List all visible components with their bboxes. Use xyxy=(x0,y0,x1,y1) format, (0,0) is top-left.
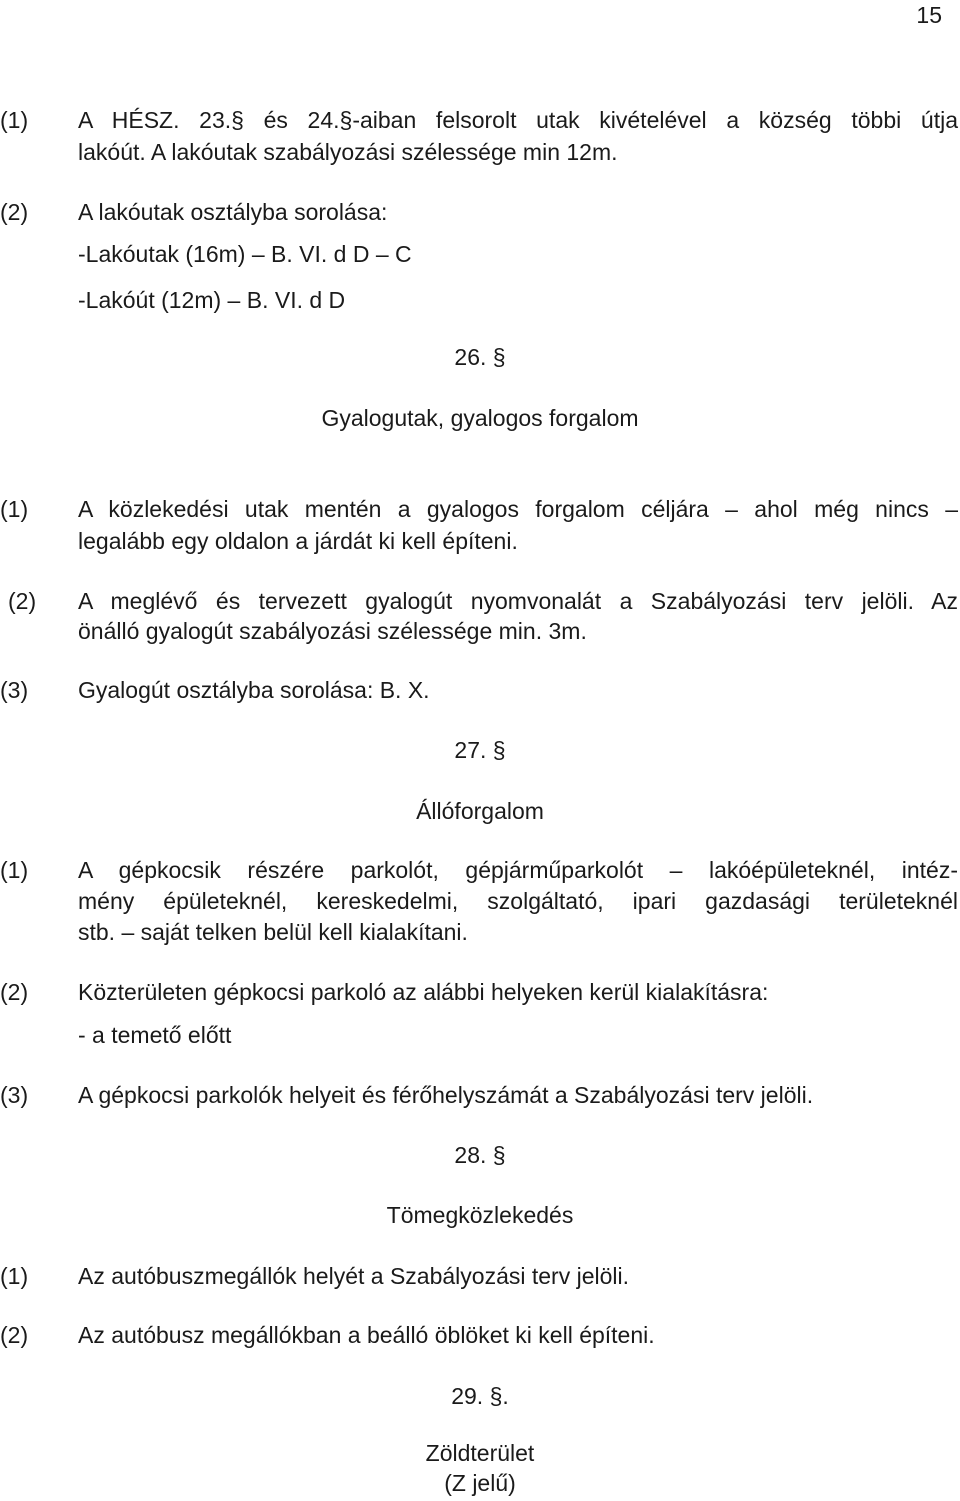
paragraph-text-line: Közterületen gépkocsi parkoló az alábbi helyeken kerül kialakításra: xyxy=(78,979,769,1005)
paragraph-number: (1) xyxy=(0,107,29,133)
list-item: - a temető előtt xyxy=(78,1022,232,1048)
paragraph-number: (2) xyxy=(8,588,37,614)
paragraph-number: (1) xyxy=(0,496,29,522)
paragraph-text-line: Az autóbusz megállókban a beálló öblöket ki kell építeni. xyxy=(78,1322,655,1348)
list-item: -Lakóút (12m) – B. VI. d D xyxy=(78,287,346,313)
section-number: 27. § xyxy=(454,737,506,763)
paragraph-text-line: stb. – saját telken belül kell kialakítani. xyxy=(78,919,468,945)
section-title: (Z jelű) xyxy=(444,1470,516,1496)
paragraph-number: (3) xyxy=(0,1082,29,1108)
section-number: 28. § xyxy=(454,1142,506,1168)
paragraph-text-line: Az autóbuszmegállók helyét a Szabályozási terv jelöli. xyxy=(78,1263,630,1289)
paragraph-number: (2) xyxy=(0,199,29,225)
paragraph-text-line: A gépkocsik részére parkolót, gépjárműparkolót – lakóépületeknél, intéz- xyxy=(78,857,958,883)
page-number: 15 xyxy=(916,2,942,28)
paragraph-text-line: mény épületeknél, kereskedelmi, szolgáltató, ipari gazdasági területeknél xyxy=(78,888,958,914)
paragraph-number: (2) xyxy=(0,979,29,1005)
paragraph-text-line: A HÉSZ. 23.§ és 24.§-aiban felsorolt utak kivételével a község többi útja xyxy=(78,107,958,133)
section-number: 29. §. xyxy=(451,1383,509,1409)
paragraph-number: (1) xyxy=(0,1263,29,1289)
section-title: Tömegközlekedés xyxy=(386,1202,574,1228)
paragraph-text-line: lakóút. A lakóutak szabályozási szélessége min 12m. xyxy=(78,139,618,165)
paragraph-text-line: Gyalogút osztályba sorolása: B. X. xyxy=(78,677,430,703)
list-item: -Lakóutak (16m) – B. VI. d D – C xyxy=(78,241,412,267)
section-number: 26. § xyxy=(454,344,506,370)
paragraph-number: (3) xyxy=(0,677,29,703)
paragraph-text-line: A közlekedési utak mentén a gyalogos forgalom céljára – ahol még nincs – xyxy=(78,496,958,522)
section-title: Zöldterület xyxy=(425,1440,535,1466)
section-title: Gyalogutak, gyalogos forgalom xyxy=(321,405,639,431)
paragraph-number: (2) xyxy=(0,1322,29,1348)
paragraph-number: (1) xyxy=(0,857,29,883)
paragraph-text-line: A gépkocsi parkolók helyeit és férőhelyszámát a Szabályozási terv jelöli. xyxy=(78,1082,814,1108)
paragraph-text-line: legalább egy oldalon a járdát ki kell építeni. xyxy=(78,528,518,554)
paragraph-text-line: A lakóutak osztályba sorolása: xyxy=(78,199,388,225)
section-title: Állóforgalom xyxy=(416,798,544,824)
paragraph-text-line: A meglévő és tervezett gyalogút nyomvonalát a Szabályozási terv jelöli. Az xyxy=(78,588,958,614)
paragraph-text-line: önálló gyalogút szabályozási szélessége min. 3m. xyxy=(78,618,587,644)
